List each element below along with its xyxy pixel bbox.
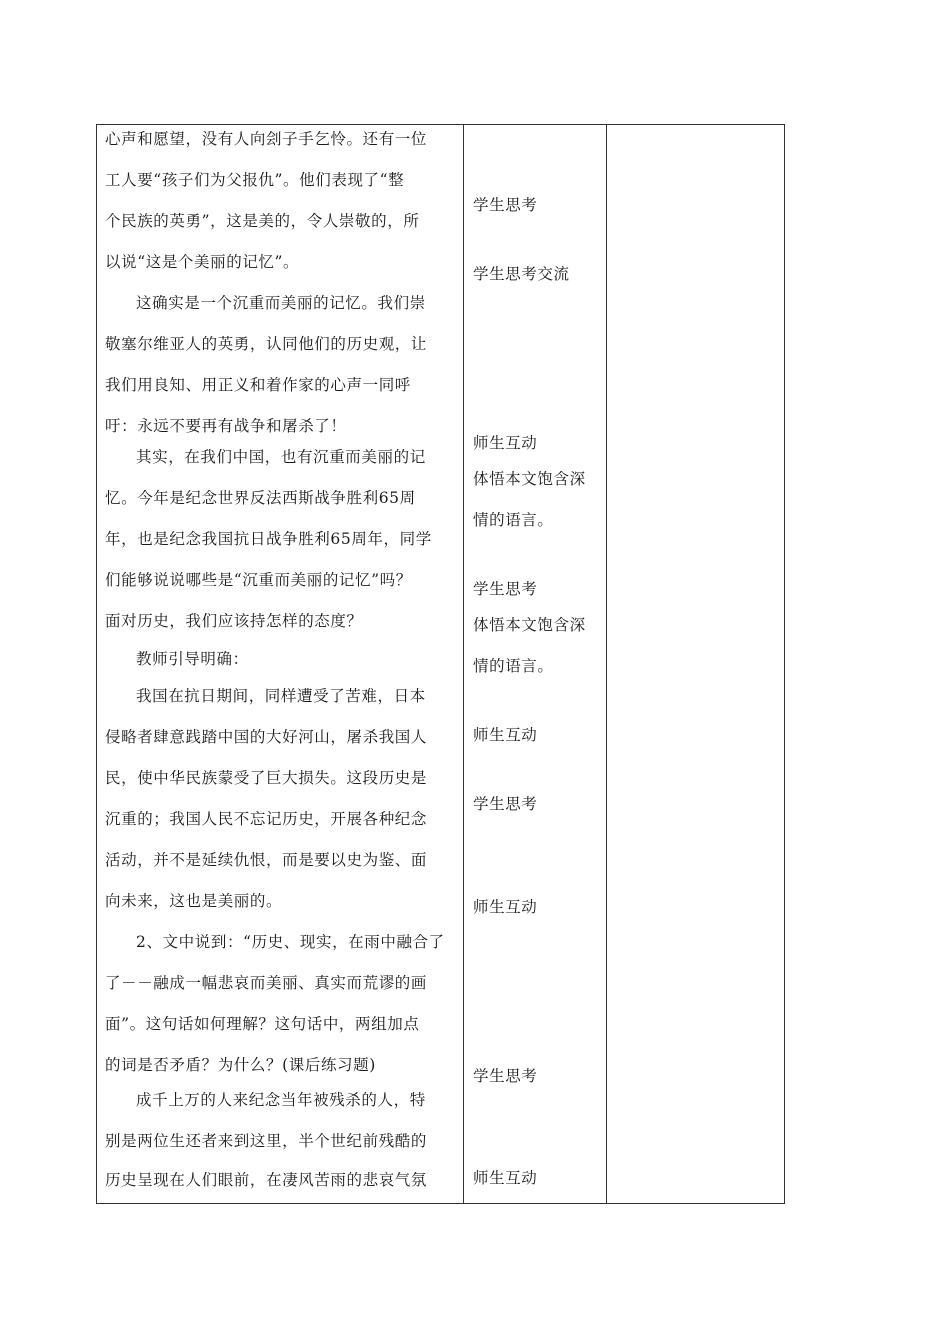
content-line: 吁：永远不要再有战争和屠杀了！ <box>105 417 347 435</box>
content-line: 教师引导明确： <box>136 650 249 668</box>
activity-label: 师生互动 <box>473 434 538 452</box>
content-line: 历史呈现在人们眼前，在凄风苦雨的悲哀气氛 <box>105 1171 428 1189</box>
content-line: 工人要“孩子们为父报仇”。他们表现了“整 <box>105 171 405 189</box>
activity-label: 学生思考交流 <box>473 265 570 283</box>
content-line: 别是两位生还者来到这里，半个世纪前残酷的 <box>105 1132 428 1150</box>
content-line: 年，也是纪念我国抗日战争胜利65周年，同学 <box>105 530 432 548</box>
activity-label: 体悟本文饱含深 <box>473 470 586 488</box>
content-line: 个民族的英勇”，这是美的，令人崇敬的，所 <box>105 212 420 230</box>
content-line: 面”。这句话如何理解？这句话中，两组加点 <box>105 1015 420 1033</box>
content-line: 侵略者肆意践踏中国的大好河山，屠杀我国人 <box>105 728 428 746</box>
column-divider <box>606 125 607 1203</box>
activity-label: 情的语言。 <box>473 511 554 529</box>
content-line: 这确实是一个沉重而美丽的记忆。我们崇 <box>136 294 426 312</box>
content-line: 成千上万的人来纪念当年被残杀的人，特 <box>136 1091 426 1109</box>
content-line: 2、文中说到：“历史、现实，在雨中融合了 <box>136 933 445 951</box>
activity-label: 学生思考 <box>473 795 538 813</box>
column-divider <box>463 125 464 1203</box>
content-line: 面对历史，我们应该持怎样的态度？ <box>105 612 363 630</box>
content-line: 沉重的；我国人民不忘记历史，开展各种纪念 <box>105 810 428 828</box>
content-line: 了－－融成一幅悲哀而美丽、真实而荒谬的画 <box>105 974 428 992</box>
content-line: 心声和愿望，没有人向刽子手乞怜。还有一位 <box>105 130 428 148</box>
activity-label: 师生互动 <box>473 898 538 916</box>
activity-label: 情的语言。 <box>473 657 554 675</box>
activity-label: 学生思考 <box>473 580 538 598</box>
content-line: 活动，并不是延续仇恨，而是要以史为鉴、面 <box>105 851 428 869</box>
content-line: 敬塞尔维亚人的英勇，认同他们的历史观，让 <box>105 335 428 353</box>
activity-label: 体悟本文饱含深 <box>473 616 586 634</box>
content-line: 向未来，这也是美丽的。 <box>105 892 283 910</box>
activity-label: 师生互动 <box>473 1169 538 1187</box>
lesson-plan-table <box>96 124 785 1204</box>
content-line: 其实，在我们中国，也有沉重而美丽的记 <box>136 448 426 466</box>
content-line: 以说“这是个美丽的记忆”。 <box>105 253 300 271</box>
activity-label: 师生互动 <box>473 726 538 744</box>
content-line: 忆。今年是纪念世界反法西斯战争胜利65周 <box>105 489 416 507</box>
activity-label: 学生思考 <box>473 1067 538 1085</box>
content-line: 们能够说说哪些是“沉重而美丽的记忆”吗？ <box>105 571 412 589</box>
content-line: 我们用良知、用正义和着作家的心声一同呼 <box>105 376 411 394</box>
content-line: 我国在抗日期间，同样遭受了苦难，日本 <box>136 687 426 705</box>
content-line: 民，使中华民族蒙受了巨大损失。这段历史是 <box>105 769 428 787</box>
content-line: 的词是否矛盾？为什么？(课后练习题) <box>105 1056 376 1074</box>
activity-label: 学生思考 <box>473 196 538 214</box>
